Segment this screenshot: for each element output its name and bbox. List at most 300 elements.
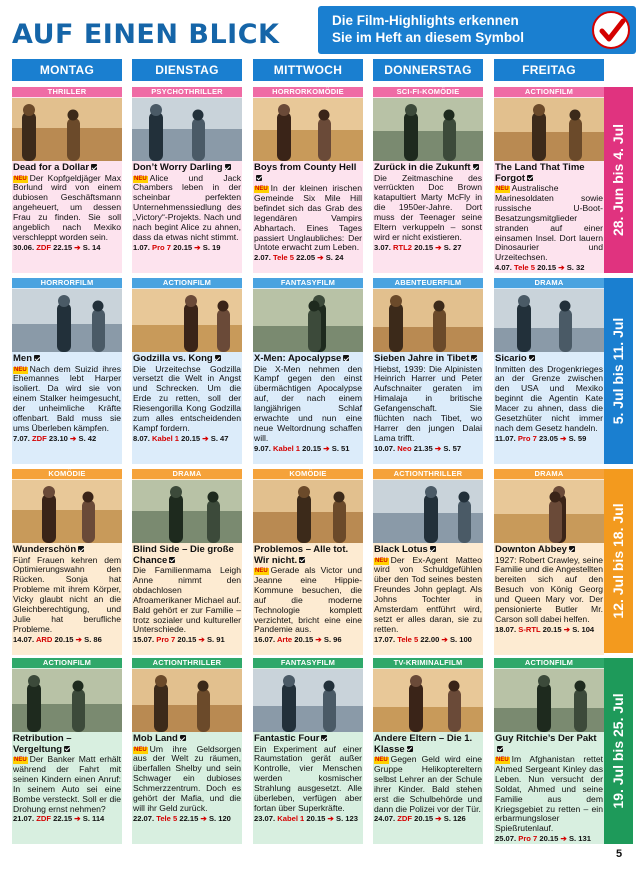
genre-label: ABENTEUERFILM: [373, 278, 483, 288]
film-still-image: [253, 98, 363, 161]
broadcast-time: 20.15: [414, 242, 434, 252]
channel-name: Pro 7: [152, 242, 172, 252]
genre-label: ACTIONFILM: [132, 278, 242, 288]
genre-label: HORRORKOMÖDIE: [253, 87, 363, 97]
page-reference[interactable]: S. 126: [443, 814, 466, 824]
channel-name: Kabel 1: [273, 443, 301, 453]
broadcast-date: 7.07.: [13, 433, 30, 443]
film-card[interactable]: [253, 87, 363, 273]
week-label-1: 28. Jun bis 4. Jul: [603, 87, 633, 273]
film-card[interactable]: [494, 87, 604, 273]
description-text: Hiebst, 1939: Die Alpinisten Heinrich Harrer und Peter Aufschnaiter geraten im Himalaja in britische Gefangenschaft. Sie flüchten nach Tibet, wo Harrer den jungen Dalai Lama trifft.: [374, 363, 482, 443]
highlight-check-icon: [215, 355, 221, 361]
arrow-icon: ➔: [313, 635, 324, 645]
film-description: [254, 365, 362, 444]
film-still-image: [373, 289, 483, 352]
description-text: Gerade als Victor und Jeanne eine Hippie-Kommune besuchen, die auf die moderne Technologie komplett verzichtet, bricht eine eine Pandemie aus.: [254, 565, 362, 635]
channel-name: Tele 5: [397, 634, 419, 644]
channel-name: Kabel 1: [152, 433, 180, 443]
film-title-text: Blind Side – Die große Chance: [133, 544, 234, 566]
broadcast-info: [374, 814, 482, 823]
film-description: [374, 365, 482, 444]
arrow-icon: ➔: [200, 433, 211, 443]
film-title-text: Problemos – Alle tot. Wir nicht.: [254, 544, 349, 566]
page-reference[interactable]: S. 114: [82, 814, 105, 824]
card-body: [12, 545, 122, 644]
highlight-check-icon: [225, 164, 231, 170]
arrow-icon: ➔: [196, 635, 207, 645]
film-still-image: [494, 98, 604, 161]
new-badge: NEU: [134, 746, 147, 753]
film-still-image: [12, 669, 122, 732]
broadcast-info: [133, 434, 241, 443]
broadcast-info: [254, 253, 362, 262]
page-reference[interactable]: S. 96: [323, 635, 342, 645]
channel-name: Pro 7: [518, 834, 538, 844]
channel-name: ARD: [35, 634, 53, 644]
broadcast-time: 22.15: [53, 814, 73, 824]
banner-line-2: Sie im Heft an diesem Symbol: [332, 30, 525, 45]
day-tuesday: DIENSTAG: [132, 59, 242, 81]
new-badge: NEU: [255, 568, 268, 574]
page-reference[interactable]: S. 123: [336, 813, 358, 823]
page-reference[interactable]: S. 14: [82, 242, 101, 252]
card-body: [253, 545, 363, 644]
arrow-icon: ➔: [433, 242, 444, 252]
film-description: [13, 365, 121, 434]
broadcast-info: [254, 444, 362, 453]
broadcast-info: [254, 635, 362, 644]
genre-label: ACTIONTHRILLER: [132, 658, 242, 668]
film-still-image: [494, 480, 604, 543]
description-text: 1927: Robert Crawley, seine Familie und die Angestellten bereiten sich auf den Besuch von König Georg und Queen Mary vor. Der pensionierte Butler Mr. Carson soll dabei helfen.: [495, 554, 603, 624]
broadcast-info: [254, 814, 362, 823]
film-description: [133, 745, 241, 814]
broadcast-info: [13, 635, 121, 644]
highlight-check-icon: [430, 546, 436, 552]
film-description: [133, 566, 241, 635]
week-row: [12, 87, 605, 273]
arrow-icon: ➔: [557, 433, 569, 443]
broadcast-time: 20.15: [173, 242, 193, 252]
film-still-image: [12, 289, 122, 352]
film-card[interactable]: [132, 469, 242, 655]
card-body: [494, 354, 604, 443]
film-card[interactable]: [253, 278, 363, 464]
film-description: [13, 174, 121, 243]
film-card[interactable]: [494, 278, 604, 464]
card-body: [373, 545, 483, 644]
channel-name: Tele 5: [156, 813, 178, 823]
channel-name: ZDF: [397, 814, 413, 824]
broadcast-date: 9.07.: [254, 443, 271, 453]
film-title[interactable]: [133, 545, 241, 566]
page-reference[interactable]: S. 100: [449, 634, 472, 644]
banner-line-1: Die Film-Highlights erkennen: [332, 13, 519, 28]
film-description: [495, 755, 603, 834]
page-number: 5: [616, 848, 623, 860]
card-body: [373, 354, 483, 453]
page-reference[interactable]: S. 27: [443, 242, 462, 252]
day-wednesday: MITTWOCH: [253, 59, 363, 81]
arrow-icon: ➔: [72, 814, 83, 824]
film-title[interactable]: [495, 734, 603, 755]
highlight-check-icon: [169, 557, 175, 563]
card-body: [132, 354, 242, 443]
channel-name: Tele 5: [273, 253, 294, 263]
card-body: [373, 734, 483, 823]
card-body: [494, 734, 604, 843]
film-title-text: Black Lotus: [374, 544, 428, 555]
genre-label: KOMÖDIE: [253, 469, 363, 479]
page-reference[interactable]: S. 131: [568, 834, 591, 844]
week-row: [12, 469, 605, 655]
film-still-image: [253, 289, 363, 352]
new-badge: NEU: [375, 557, 388, 564]
film-still-image: [12, 480, 122, 543]
broadcast-time: 22.00: [420, 634, 440, 644]
film-description: [133, 174, 241, 243]
film-description: [13, 556, 121, 635]
card-body: [132, 734, 242, 823]
genre-label: ACTIONTHRILLER: [373, 469, 483, 479]
highlight-check-icon: [321, 735, 327, 741]
genre-label: HORRORFILM: [12, 278, 122, 288]
film-still-image: [253, 480, 363, 543]
broadcast-date: 17.07.: [374, 634, 396, 644]
broadcast-info: [495, 434, 603, 443]
broadcast-time: 20.15: [306, 813, 326, 823]
film-title[interactable]: [495, 163, 603, 184]
genre-label: ACTIONFILM: [12, 658, 122, 668]
broadcast-info: [13, 434, 121, 443]
page-title: AUF EINEN BLICK: [12, 19, 280, 50]
film-card[interactable]: [12, 658, 122, 844]
arrow-icon: ➔: [432, 443, 444, 453]
description-text: Die X-Men nehmen den Kampf gegen den einst übermächtigen Apocalypse auf, der nach einem langjährigen Schlaf erwachte und nun eine neue Weltordnung schaffen will.: [254, 363, 362, 443]
broadcast-info: [13, 243, 121, 252]
film-description: [254, 566, 362, 635]
card-body: [494, 545, 604, 634]
page-reference[interactable]: S. 59: [568, 433, 587, 443]
arrow-icon: ➔: [73, 634, 85, 644]
broadcast-date: 22.07.: [133, 813, 155, 823]
broadcast-time: 20.15: [181, 433, 201, 443]
highlight-check-icon: [471, 355, 477, 361]
broadcast-date: 14.07.: [13, 634, 35, 644]
broadcast-time: 21.35: [413, 443, 433, 453]
broadcast-info: [374, 635, 482, 644]
channel-name: ZDF: [32, 433, 47, 443]
broadcast-time: 20.15: [177, 635, 197, 645]
arrow-icon: ➔: [72, 242, 83, 252]
broadcast-info: [13, 814, 121, 823]
description-text: Der Ex-Agent Matteo wird von Schuldgefühlen über den Tod seines besten Freundes John geplagt. Als Johns Tochter in Amsterdam entführt wird, setzt er alles daran, sie zu retten.: [374, 554, 482, 634]
film-title[interactable]: [254, 163, 362, 184]
highlight-check-icon: [407, 746, 413, 752]
day-friday: FREITAG: [494, 59, 604, 81]
arrow-icon: ➔: [192, 242, 203, 252]
film-description: [495, 184, 603, 263]
broadcast-time: 20.15: [302, 443, 322, 453]
broadcast-info: [133, 814, 241, 823]
description-text: Im Afghanistan rettet Ahmed Sergeant Kinley das Leben. Nun versucht der Soldat, Ahmed und seine Familie aus dem Kriegsgebiet zu retten – ein erbarmungsloser Spießrutenlauf.: [495, 754, 603, 834]
description-text: Die Urzeitechse Godzilla versetzt die Welt in Angst und Schrecken. Um die Erde zu retten, soll der Riesengorilla Kong Godzilla zum alles entscheidenden Kampf fordern.: [133, 363, 241, 433]
banner-text: [332, 12, 524, 46]
film-description: [13, 755, 121, 814]
film-title[interactable]: [13, 734, 121, 755]
film-card[interactable]: [253, 469, 363, 655]
card-body: [12, 163, 122, 252]
film-title-text: Sicario: [495, 353, 527, 364]
description-text: Alice und Jack Chambers leben in der scheinbar perfekten Unternehmenssiedlung des „Victory“-Projekts. Nach und nach begint Alice zu ahnen, dass da etwas nicht stimmt.: [133, 172, 241, 242]
film-title-text: Men: [13, 353, 32, 364]
film-title-text: Zurück in die Zukunft: [374, 162, 471, 173]
highlight-check-icon: [256, 175, 262, 181]
broadcast-date: 16.07.: [254, 635, 276, 645]
film-card[interactable]: [253, 658, 363, 844]
page-reference[interactable]: S. 57: [443, 443, 462, 453]
card-body: [253, 354, 363, 453]
film-card[interactable]: [494, 469, 604, 655]
arrow-icon: ➔: [558, 834, 569, 844]
film-card[interactable]: [132, 658, 242, 844]
card-body: [12, 734, 122, 823]
broadcast-date: 2.07.: [254, 253, 271, 263]
broadcast-time: 22.15: [53, 242, 73, 252]
channel-name: S-RTL: [518, 624, 541, 634]
film-still-image: [373, 98, 483, 161]
genre-label: FANTASYFILM: [253, 278, 363, 288]
film-description: [495, 365, 603, 434]
card-body: [253, 163, 363, 262]
highlight-check-icon: [569, 546, 575, 552]
page-reference[interactable]: S. 47: [210, 433, 229, 443]
film-description: [374, 556, 482, 635]
description-text: Gegen Geld wird eine Gruppe Helikoptereltern selbst Lehrer an der Schule ihrer Kinder. Bald stehen erst die Schulbehörde und dann die Polizei vor der Tür.: [374, 754, 482, 814]
channel-name: ZDF: [36, 242, 52, 252]
highlight-check-icon: [473, 164, 479, 170]
film-still-image: [132, 98, 242, 161]
film-title-text: Downton Abbey: [495, 544, 567, 555]
broadcast-date: 30.06.: [13, 242, 35, 252]
film-description: [374, 755, 482, 814]
film-title-text: The Land That Time Forgot: [495, 162, 585, 184]
film-description: [254, 184, 362, 253]
new-badge: NEU: [14, 366, 27, 373]
page-reference[interactable]: S. 86: [84, 634, 102, 644]
new-badge: NEU: [14, 757, 27, 763]
arrow-icon: ➔: [315, 253, 326, 263]
channel-name: Tele 5: [514, 263, 535, 273]
channel-name: RTL2: [393, 242, 412, 252]
film-title-text: Guy Ritchie’s Der Pakt: [495, 733, 597, 744]
page-reference[interactable]: S. 24: [325, 253, 344, 263]
film-still-image: [494, 669, 604, 732]
film-title[interactable]: [254, 545, 362, 566]
new-badge: NEU: [496, 186, 509, 192]
broadcast-info: [374, 444, 482, 453]
genre-label: THRILLER: [12, 87, 122, 97]
film-card[interactable]: [12, 469, 122, 655]
broadcast-time: 23.10: [48, 433, 68, 443]
highlight-check-icon: [343, 355, 349, 361]
highlight-check-icon: [91, 164, 97, 170]
film-title-text: Andere Eltern – Die 1. Klasse: [374, 733, 473, 755]
film-title-text: Dead for a Dollar: [13, 162, 90, 173]
broadcast-date: 18.07.: [495, 624, 517, 634]
arrow-icon: ➔: [439, 634, 450, 644]
genre-label: DRAMA: [494, 469, 604, 479]
description-text: Fünf Frauen kehren dem Optimierungswahn den Rücken. Sonja hat Probleme mit ihrem Körper, Vicky glaubt nicht an die Gleichberechtigung, und Julie hat berufliche Probleme.: [13, 554, 121, 634]
description-text: Ein Experiment auf einer Raumstation gerät außer Kontrolle, vier Menschen werden kosmischer Strahlung ausgesetzt. Alle überleben, verfügen aber fortan über Superkräfte.: [254, 743, 362, 813]
film-title-text: Godzilla vs. Kong: [133, 353, 213, 364]
broadcast-date: 25.07.: [495, 834, 517, 844]
channel-name: Neo: [397, 443, 412, 453]
broadcast-date: 21.07.: [13, 814, 35, 824]
broadcast-info: [133, 243, 241, 252]
broadcast-date: 10.07.: [374, 443, 396, 453]
film-description: [495, 556, 603, 625]
broadcast-time: 20.15: [414, 814, 434, 824]
highlight-check-icon: [78, 546, 84, 552]
broadcast-time: 20.15: [537, 263, 557, 273]
description-text: Um ihre Geldsorgen aus der Welt zu räumen, überfallen Shelby und sein Schwager ein dubioses Schmerzzentrum. Doch es gehört der Mafia, und die will ihr Geld zurück.: [133, 743, 241, 813]
description-text: Australische Marinesoldaten sowie russische U-Boot-Besatzungsmitglieder stranden auf einer einsamen Insel. Dort lauern Dinosaurier und Urzeitechsen.: [495, 183, 603, 263]
genre-label: SCI-FI-KOMÖDIE: [373, 87, 483, 97]
film-still-image: [253, 669, 363, 732]
arrow-icon: ➔: [198, 813, 209, 823]
arrow-icon: ➔: [561, 624, 573, 634]
film-card[interactable]: [494, 658, 604, 844]
broadcast-time: 20.15: [54, 634, 74, 644]
week-row: [12, 658, 605, 844]
broadcast-date: 4.07.: [495, 263, 512, 273]
new-badge: NEU: [255, 186, 268, 192]
description-text: Die Familienmama Leigh Anne nimmt den obdachlosen Afroamerikaner Michael auf. Bald gehört er zur Familie – trotz sozialer und kultureller Unterschiede.: [133, 565, 241, 635]
film-card[interactable]: [373, 278, 483, 464]
film-card[interactable]: [12, 278, 122, 464]
card-body: [12, 354, 122, 443]
film-title-text: Mob Land: [133, 733, 178, 744]
highlight-check-icon: [180, 735, 186, 741]
broadcast-date: 3.07.: [374, 242, 391, 252]
film-still-image: [132, 669, 242, 732]
broadcast-time: 22.05: [296, 253, 316, 263]
channel-name: Pro 7: [517, 433, 537, 443]
page-reference[interactable]: S. 42: [78, 433, 97, 443]
page-reference[interactable]: S. 120: [208, 813, 231, 823]
genre-label: PSYCHOTHRILLER: [132, 87, 242, 97]
arrow-icon: ➔: [67, 433, 79, 443]
card-body: [132, 545, 242, 644]
new-badge: NEU: [134, 175, 147, 182]
card-body: [253, 734, 363, 823]
broadcast-date: 24.07.: [374, 814, 396, 824]
weekday-header: [12, 59, 605, 81]
description-text: Der Kopfgeldjäger Max Borlund wird von einem dubiosen Geschäftsmann angeheuert, um dessen Frau zu finden. Sie soll angeblich nach Mexiko verschleppt worden sein.: [13, 172, 121, 242]
broadcast-info: [495, 263, 603, 272]
film-still-image: [373, 480, 483, 543]
card-body: [132, 163, 242, 252]
broadcast-date: 1.07.: [133, 242, 150, 252]
channel-name: Pro 7: [156, 635, 176, 645]
card-body: [373, 163, 483, 252]
new-badge: NEU: [14, 175, 27, 182]
highlight-check-icon: [64, 746, 70, 752]
broadcast-date: 8.07.: [133, 433, 150, 443]
genre-label: ACTIONFILM: [494, 658, 604, 668]
page-reference[interactable]: S. 32: [566, 263, 585, 273]
arrow-icon: ➔: [321, 443, 332, 453]
genre-label: FANTASYFILM: [253, 658, 363, 668]
week-label-2: 5. Jul bis 11. Jul: [603, 278, 633, 464]
arrow-icon: ➔: [433, 814, 444, 824]
film-still-image: [373, 669, 483, 732]
highlight-check-icon: [527, 175, 533, 181]
highlight-check-icon: [299, 557, 305, 563]
highlight-check-icon: [34, 355, 40, 361]
film-card[interactable]: [12, 87, 122, 273]
film-still-image: [132, 480, 242, 543]
film-title-text: Retribution – Vergeltung: [13, 733, 72, 755]
week-row: [12, 278, 605, 464]
film-title-text: Wunderschön: [13, 544, 77, 555]
page-reference[interactable]: S. 91: [206, 635, 225, 645]
genre-label: ACTIONFILM: [494, 87, 604, 97]
broadcast-info: [133, 635, 241, 644]
film-card[interactable]: [132, 87, 242, 273]
film-title-text: Fantastic Four: [254, 733, 320, 744]
page-reference[interactable]: S. 51: [331, 443, 350, 453]
film-still-image: [132, 289, 242, 352]
highlight-banner: [318, 6, 636, 54]
card-body: [494, 163, 604, 272]
channel-name: ZDF: [36, 814, 52, 824]
checkmark-icon: [592, 11, 630, 49]
broadcast-info: [495, 834, 603, 843]
broadcast-time: 20.15: [294, 635, 314, 645]
genre-label: TV-KRIMINALFILM: [373, 658, 483, 668]
film-card[interactable]: [373, 658, 483, 844]
day-thursday: DONNERSTAG: [373, 59, 483, 81]
broadcast-date: 15.07.: [133, 635, 155, 645]
week-label-3: 12. Jul bis 18. Jul: [603, 469, 633, 653]
page-reference[interactable]: S. 19: [202, 242, 221, 252]
film-title-text: Sieben Jahre in Tibet: [374, 353, 470, 364]
film-description: [374, 174, 482, 243]
broadcast-info: [374, 243, 482, 252]
film-title-text: Boys from County Hell: [254, 162, 357, 173]
description-text: Der Banker Matt erhält während der Fahrt mit seinen Kindern einen Anruf: In seinem Auto sei eine Bombe versteckt. Soll er die Drohung ernst nehmen?: [13, 754, 121, 814]
day-monday: MONTAG: [12, 59, 122, 81]
film-card[interactable]: [373, 87, 483, 273]
highlight-check-icon: [529, 355, 535, 361]
film-title-text: Don’t Worry Darling: [133, 162, 223, 173]
film-title[interactable]: [374, 734, 482, 755]
description-text: Nach dem Suizid ihres Ehemannes lebt Harper isoliert. Da wird sie von einem Stalker heimgesucht, der unheimliche Kräfte offenbart. Bald muss sie ums Überleben kämpfen.: [13, 363, 121, 433]
arrow-icon: ➔: [325, 813, 336, 823]
new-badge: NEU: [496, 757, 509, 763]
film-description: [254, 745, 362, 814]
genre-label: KOMÖDIE: [12, 469, 122, 479]
film-card[interactable]: [132, 278, 242, 464]
film-card[interactable]: [373, 469, 483, 655]
page-reference[interactable]: S. 104: [572, 624, 595, 634]
broadcast-time: 20.15: [542, 624, 562, 634]
broadcast-time: 20.15: [539, 834, 559, 844]
arrow-icon: ➔: [556, 263, 567, 273]
